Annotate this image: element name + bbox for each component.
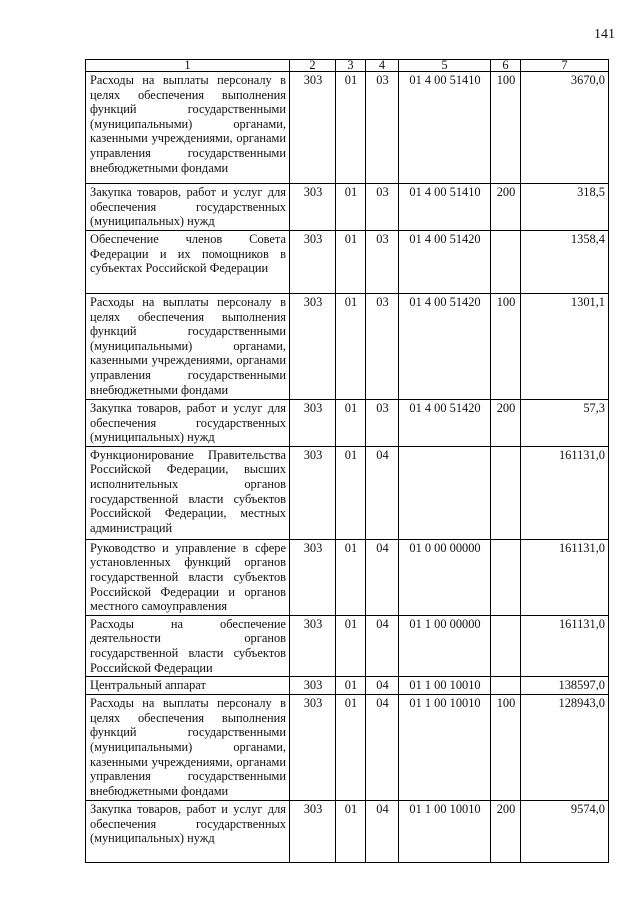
- ministry-code: 303: [290, 231, 336, 294]
- expense-name: Руководство и управление в сфере установленных функций органов государственной власти субъектов Российской Федерации и органов местного самоуправления: [86, 539, 290, 615]
- subsection-code: 04: [366, 801, 399, 863]
- expense-type-code: 200: [491, 801, 521, 863]
- column-number-row: [86, 60, 609, 72]
- target-article-code: 01 4 00 51410: [399, 72, 491, 184]
- table-row: [86, 446, 609, 539]
- amount: 3670,0: [521, 72, 609, 184]
- table-row: [86, 184, 609, 231]
- page-number: 141: [594, 27, 615, 42]
- section-code: 01: [336, 400, 366, 447]
- subsection-code: 04: [366, 539, 399, 615]
- section-code: 01: [336, 695, 366, 801]
- expense-name: Закупка товаров, работ и услуг для обеспечения государственных (муниципальных) нужд: [86, 184, 290, 231]
- table-row: [86, 294, 609, 400]
- ministry-code: 303: [290, 400, 336, 447]
- subsection-code: 03: [366, 184, 399, 231]
- target-article-code: 01 4 00 51420: [399, 294, 491, 400]
- expense-name: Функционирование Правительства Российской Федерации, высших исполнительных органов государственной власти субъектов Российской Федерации, местных администраций: [86, 446, 290, 539]
- target-article-code: 01 1 00 10010: [399, 677, 491, 695]
- amount: 128943,0: [521, 695, 609, 801]
- amount: 161131,0: [521, 446, 609, 539]
- expense-type-code: 100: [491, 294, 521, 400]
- target-article-code: 01 4 00 51410: [399, 184, 491, 231]
- expense-name: Расходы на выплаты персоналу в целях обеспечения выполнения функций государственными (муниципальными) органами, казенными учреждениями, органами управления государственными внебюджетными фондами: [86, 72, 290, 184]
- table-row: [86, 695, 609, 801]
- table-row: [86, 539, 609, 615]
- column-header: 4: [366, 60, 399, 72]
- expense-type-code: 100: [491, 695, 521, 801]
- table-row: [86, 400, 609, 447]
- section-code: 01: [336, 615, 366, 676]
- column-header: 3: [336, 60, 366, 72]
- amount: 1358,4: [521, 231, 609, 294]
- expense-name: Закупка товаров, работ и услуг для обеспечения государственных (муниципальных) нужд: [86, 400, 290, 447]
- expense-name: Обеспечение членов Совета Федерации и их помощников в субъектах Российской Федерации: [86, 231, 290, 294]
- section-code: 01: [336, 184, 366, 231]
- section-code: 01: [336, 446, 366, 539]
- expense-type-code: [491, 677, 521, 695]
- subsection-code: 03: [366, 294, 399, 400]
- column-header: 7: [521, 60, 609, 72]
- subsection-code: 03: [366, 400, 399, 447]
- target-article-code: 01 4 00 51420: [399, 400, 491, 447]
- subsection-code: 03: [366, 231, 399, 294]
- expense-type-code: 200: [491, 184, 521, 231]
- subsection-code: 03: [366, 72, 399, 184]
- ministry-code: 303: [290, 695, 336, 801]
- expense-type-code: [491, 539, 521, 615]
- target-article-code: [399, 446, 491, 539]
- ministry-code: 303: [290, 184, 336, 231]
- section-code: 01: [336, 539, 366, 615]
- expense-type-code: [491, 231, 521, 294]
- expense-name: Расходы на выплаты персоналу в целях обеспечения выполнения функций государственными (муниципальными) органами, казенными учреждениями, органами управления государственными внебюджетными фондами: [86, 695, 290, 801]
- subsection-code: 04: [366, 615, 399, 676]
- ministry-code: 303: [290, 801, 336, 863]
- ministry-code: 303: [290, 294, 336, 400]
- subsection-code: 04: [366, 695, 399, 801]
- table-row: [86, 231, 609, 294]
- target-article-code: 01 4 00 51420: [399, 231, 491, 294]
- target-article-code: 01 1 00 00000: [399, 615, 491, 676]
- amount: 9574,0: [521, 801, 609, 863]
- subsection-code: 04: [366, 677, 399, 695]
- expense-type-code: 200: [491, 400, 521, 447]
- column-header: 1: [86, 60, 290, 72]
- column-header: 5: [399, 60, 491, 72]
- column-header: 2: [290, 60, 336, 72]
- expense-name: Закупка товаров, работ и услуг для обеспечения государственных (муниципальных) нужд: [86, 801, 290, 863]
- section-code: 01: [336, 294, 366, 400]
- table-row: [86, 615, 609, 676]
- section-code: 01: [336, 801, 366, 863]
- ministry-code: 303: [290, 72, 336, 184]
- expense-name: Расходы на выплаты персоналу в целях обеспечения выполнения функций государственными (муниципальными) органами, казенными учреждениями, органами управления государственными внебюджетными фондами: [86, 294, 290, 400]
- target-article-code: 01 1 00 10010: [399, 695, 491, 801]
- expense-type-code: 100: [491, 72, 521, 184]
- section-code: 01: [336, 72, 366, 184]
- amount: 1301,1: [521, 294, 609, 400]
- ministry-code: 303: [290, 615, 336, 676]
- ministry-code: 303: [290, 539, 336, 615]
- table-row: [86, 677, 609, 695]
- section-code: 01: [336, 231, 366, 294]
- column-header: 6: [491, 60, 521, 72]
- expense-name: Расходы на обеспечение деятельности органов государственной власти субъектов Российской Федерации: [86, 615, 290, 676]
- amount: 138597,0: [521, 677, 609, 695]
- amount: 161131,0: [521, 539, 609, 615]
- table-row: [86, 72, 609, 184]
- table-row: [86, 801, 609, 863]
- amount: 161131,0: [521, 615, 609, 676]
- target-article-code: 01 1 00 10010: [399, 801, 491, 863]
- expense-type-code: [491, 615, 521, 676]
- amount: 57,3: [521, 400, 609, 447]
- ministry-code: 303: [290, 677, 336, 695]
- target-article-code: 01 0 00 00000: [399, 539, 491, 615]
- budget-table: [85, 59, 609, 863]
- expense-name: Центральный аппарат: [86, 677, 290, 695]
- amount: 318,5: [521, 184, 609, 231]
- subsection-code: 04: [366, 446, 399, 539]
- section-code: 01: [336, 677, 366, 695]
- ministry-code: 303: [290, 446, 336, 539]
- expense-type-code: [491, 446, 521, 539]
